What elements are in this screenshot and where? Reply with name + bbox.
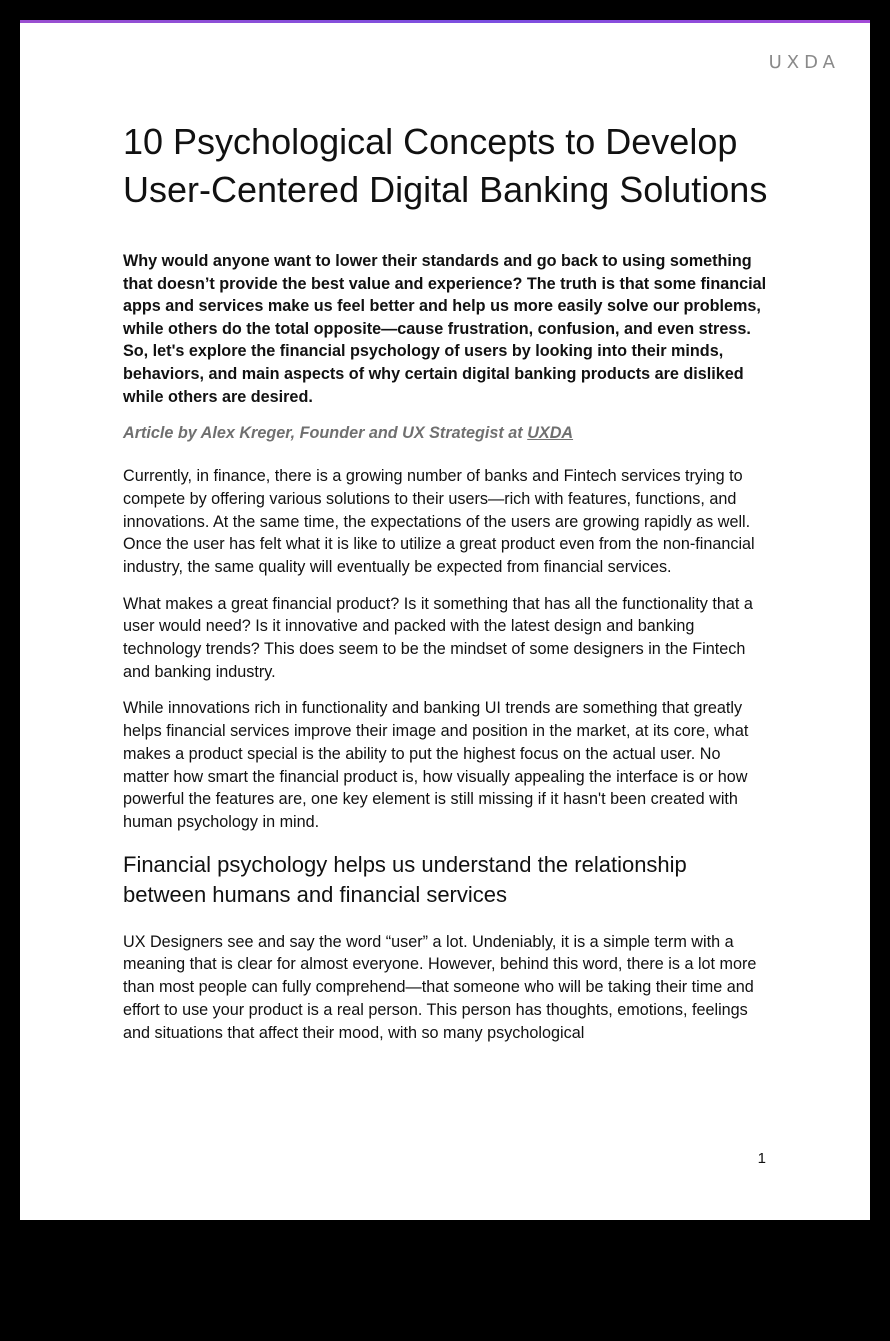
document-page [20, 20, 870, 1220]
accent-bar [20, 20, 870, 23]
paragraph-4: UX Designers see and say the word “user” a lot. Undeniably, it is a simple term with a meaning that is clear for almost everyone. However, behind this word, there is a lot more than most people can fully comprehend—that someone who will be taking their time and effort to use your product is a real person. This person has thoughts, emotions, feelings and situations that affect their mood, with so many psychological [123, 932, 757, 1042]
article-lead: Why would anyone want to lower their standards and go back to using something that doesn’t provide the best value and experience? The truth is that some financial apps and services make us feel better and help us more easily solve our problems, while others do the total opposite—cause frustration, confusion, and even stress. So, let's explore the financial psychology of users by looking into their minds, behaviors, and main aspects of why certain digital banking products are disliked while others are desired. [123, 252, 767, 406]
uxda-link[interactable]: UXDA [527, 424, 574, 443]
article-content [123, 118, 768, 1044]
article-byline [123, 422, 768, 444]
byline-text: Article by Alex Kreger, Founder and UX Strategist at [123, 424, 528, 443]
paragraph-1: Currently, in finance, there is a growing number of banks and Fintech services trying to compete by offering various solutions to their users—rich with features, functions, and innovations. At the same time, the expectations of the users are growing rapidly as well. Once the user has felt what it is like to utilize a great product even from the non-financial industry, the same quality will eventually be expected from financial services. [123, 467, 755, 576]
page-number: 1 [757, 1150, 766, 1167]
article-title: 10 Psychological Concepts to Develop User-Centered Digital Banking Solutions [123, 121, 768, 210]
uxda-logo: UXDA [768, 52, 840, 73]
paragraph-3: While innovations rich in functionality and banking UI trends are something that greatly helps financial services improve their image and position in the market, at its core, what makes a product special is the ability to put the highest focus on the actual user. No matter how smart the financial product is, how visually appealing the interface is or how powerful the features are, one key element is still missing if it hasn't been created with human psychology in mind. [123, 699, 749, 831]
section-heading: Financial psychology helps us understand the relationship between humans and financial services [123, 851, 687, 907]
paragraph-2: What makes a great financial product? Is it something that has all the functionality that a user would need? Is it innovative and packed with the latest design and banking technology trends? This does seem to be the mindset of some designers in the Fintech and banking industry. [123, 594, 753, 681]
